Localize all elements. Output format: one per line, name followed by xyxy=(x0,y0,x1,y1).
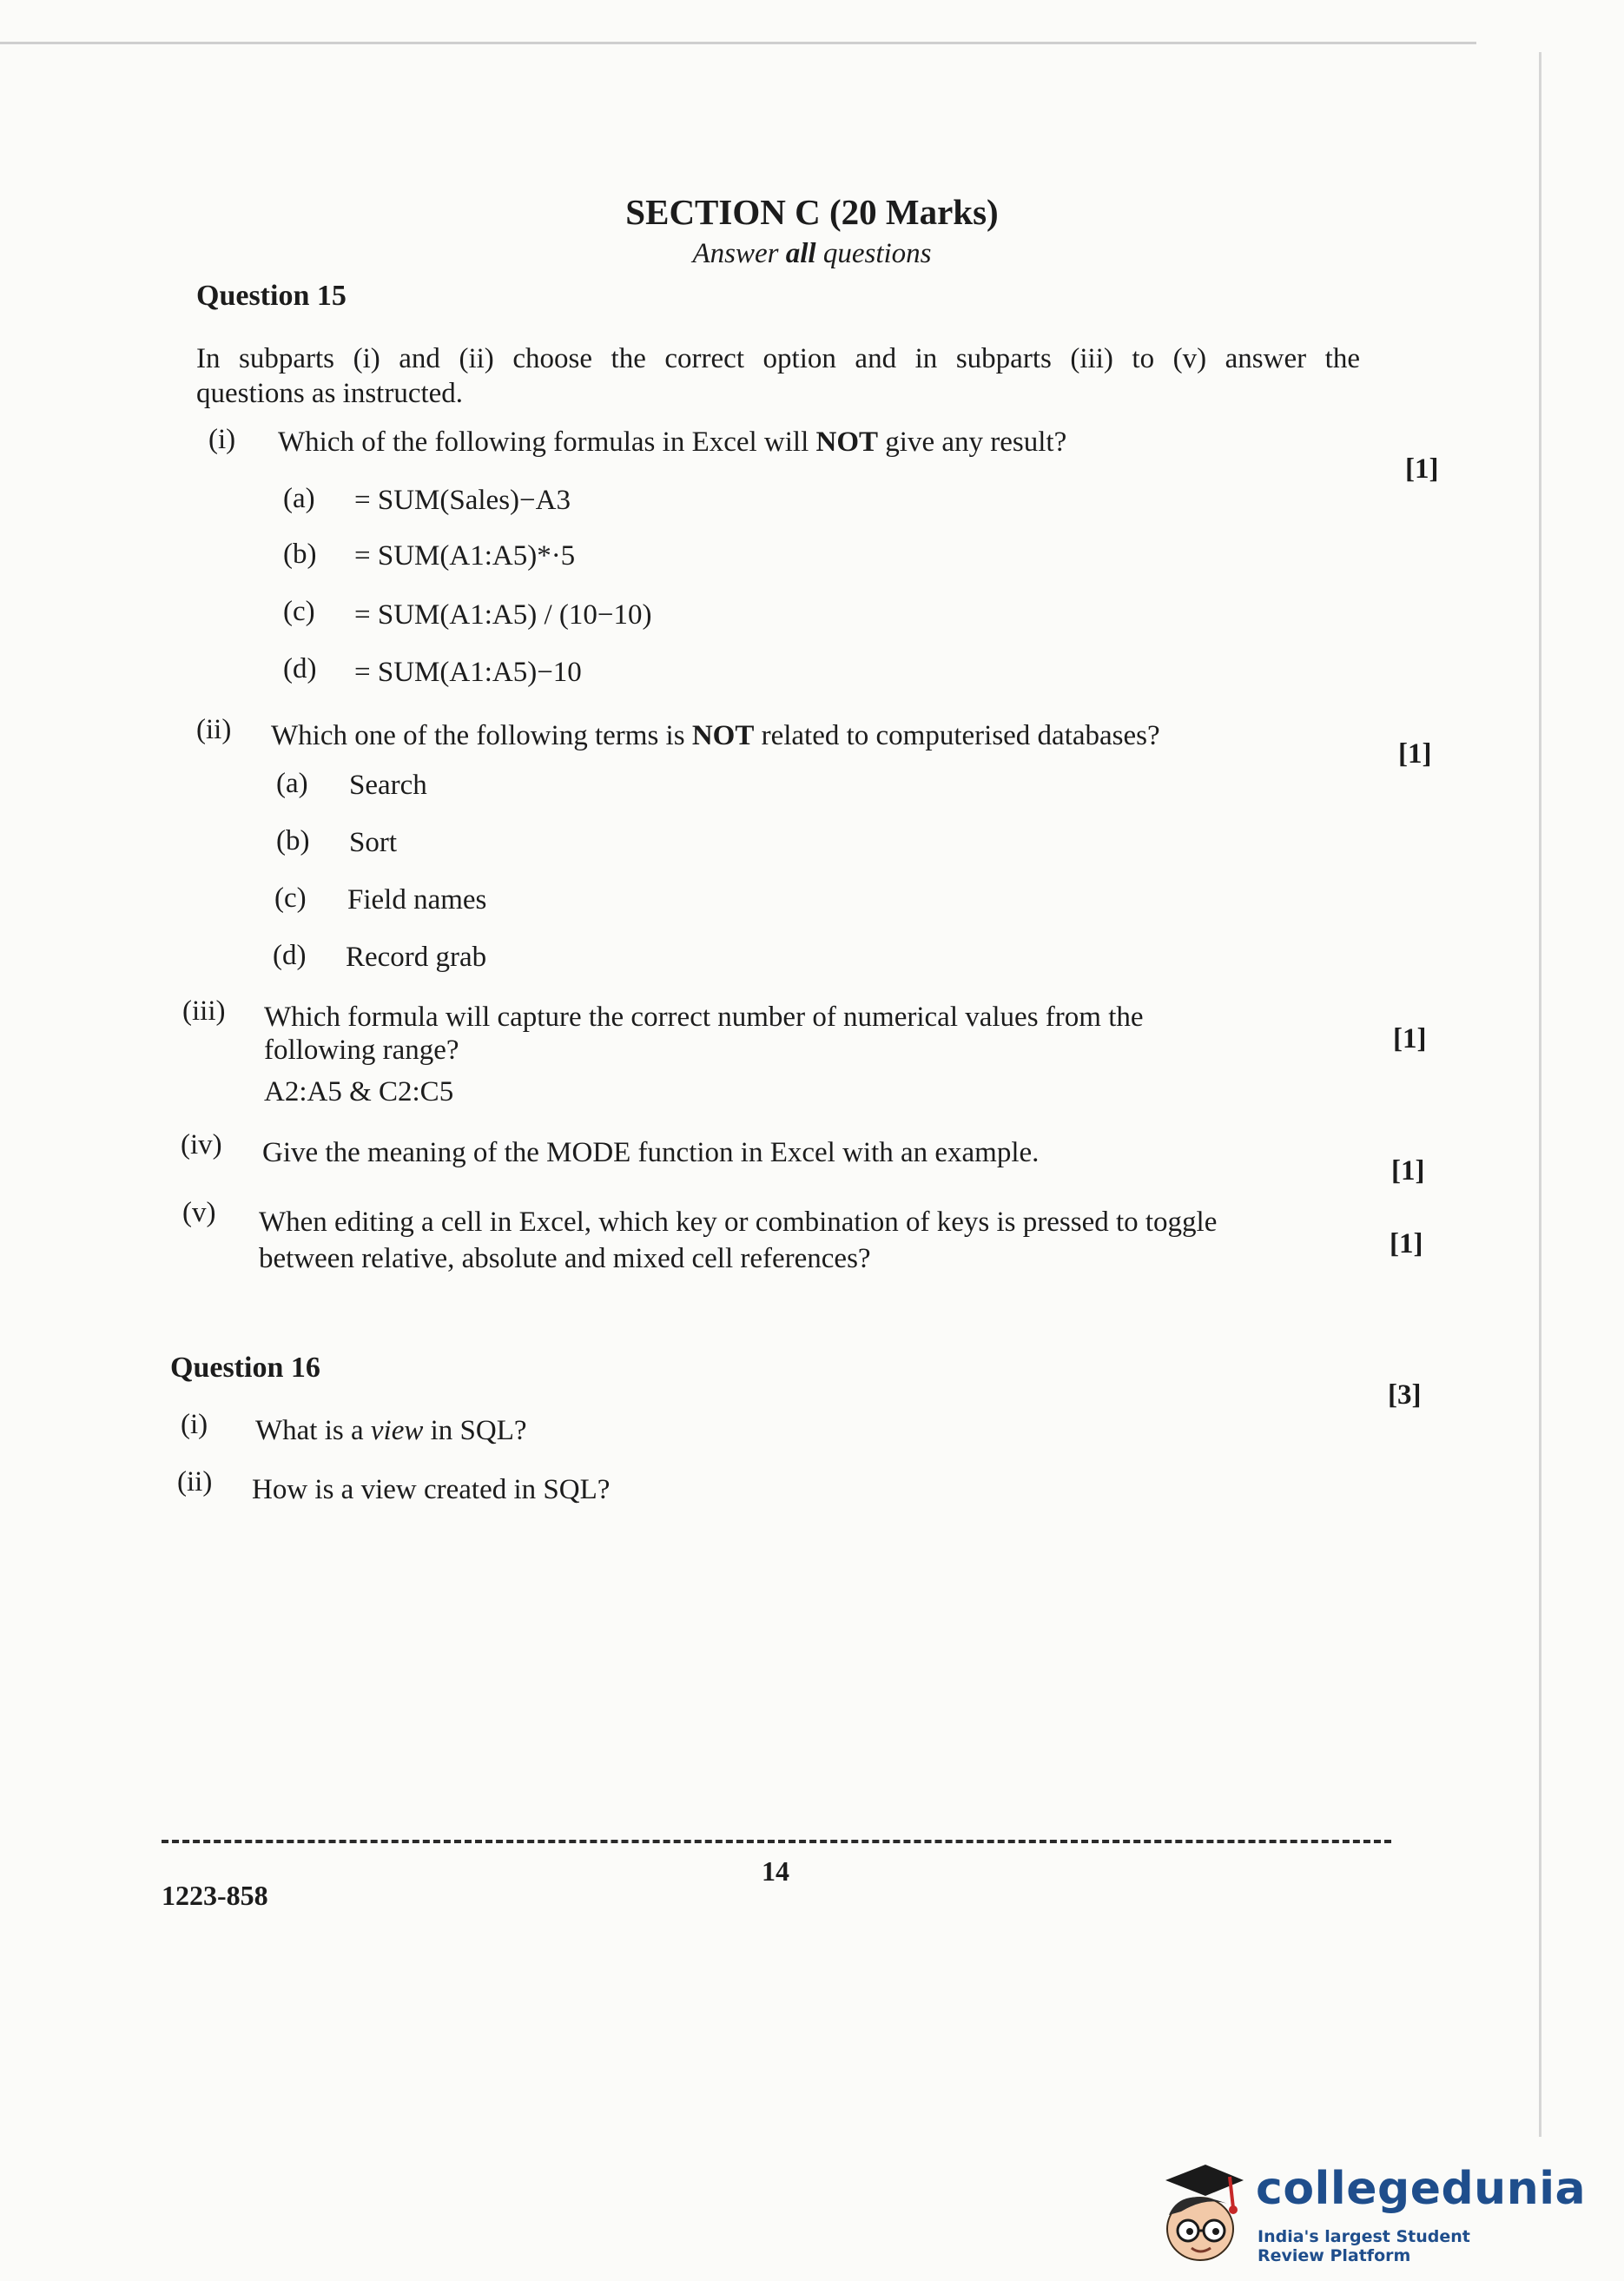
q16-part-ii-question: How is a view created in SQL? xyxy=(252,1474,611,1505)
q15-part-i-question: Which of the following formulas in Excel will NOT give any result? xyxy=(278,426,1067,458)
q15-part-ii-number: (ii) xyxy=(196,714,232,745)
q15-part-i-marks: [1] xyxy=(1405,453,1439,485)
q15-ii-option-b-label: (b) xyxy=(276,825,310,856)
q15-part-iv-question: Give the meaning of the MODE function in Excel with an example. xyxy=(262,1137,1040,1168)
paper-code: 1223-858 xyxy=(162,1880,268,1911)
q15-part-ii-marks: [1] xyxy=(1398,738,1432,770)
q15-ii-option-c-text: Field names xyxy=(347,884,487,916)
question-15-intro-line-1: In subparts (i) and (ii) choose the correct option and in subparts (iii) to (v) answer the xyxy=(196,343,1360,374)
question-16-marks: [3] xyxy=(1388,1379,1422,1411)
q15-i-option-a-text: = SUM(Sales)−A3 xyxy=(354,485,571,516)
q15-ii-option-b-text: Sort xyxy=(349,827,398,858)
page-number: 14 xyxy=(762,1855,789,1887)
q15-part-i-number: (i) xyxy=(208,424,236,455)
q15-i-option-b-text: = SUM(A1:A5)*·5 xyxy=(354,540,576,572)
mascot-icon xyxy=(1146,2154,1251,2267)
q15-part-iii-line-2: following range? xyxy=(264,1035,459,1066)
section-subtitle: Answer all questions xyxy=(692,238,932,269)
q15-i-option-d-text: = SUM(A1:A5)−10 xyxy=(354,657,582,688)
logo-wordmark: collegedunia xyxy=(1256,2163,1587,2215)
q15-i-option-d-label: (d) xyxy=(283,653,317,684)
q16-part-i-number: (i) xyxy=(181,1409,208,1440)
q15-part-iii-range: A2:A5 & C2:C5 xyxy=(264,1076,454,1107)
footer-dashed-rule xyxy=(162,1840,1391,1843)
q15-part-v-marks: [1] xyxy=(1390,1228,1423,1260)
q15-i-option-c-label: (c) xyxy=(283,596,315,627)
question-16-heading: Question 16 xyxy=(170,1352,320,1384)
logo-tagline: India's largest Student Review Platform xyxy=(1258,2227,1470,2265)
q15-i-option-c-text: = SUM(A1:A5) / (10−10) xyxy=(354,599,652,631)
collegedunia-logo xyxy=(1143,2154,1587,2267)
q15-ii-option-d-label: (d) xyxy=(273,940,307,971)
q15-part-v-line-1: When editing a cell in Excel, which key or combination of keys is pressed to toggle xyxy=(259,1207,1218,1238)
q15-ii-option-d-text: Record grab xyxy=(346,942,487,973)
q15-part-iii-line-1: Which formula will capture the correct number of numerical values from the xyxy=(264,1002,1144,1033)
question-15-heading: Question 15 xyxy=(196,280,347,312)
q15-i-option-b-label: (b) xyxy=(283,539,317,570)
q16-part-i-question: What is a view in SQL? xyxy=(255,1415,527,1446)
section-title: SECTION C (20 Marks) xyxy=(625,192,999,232)
q15-part-v-number: (v) xyxy=(182,1197,216,1228)
q15-part-iii-marks: [1] xyxy=(1393,1023,1427,1055)
q15-part-iv-marks: [1] xyxy=(1391,1155,1425,1187)
question-15-intro-line-2: questions as instructed. xyxy=(196,378,464,409)
q15-ii-option-a-label: (a) xyxy=(276,768,308,799)
q16-part-ii-number: (ii) xyxy=(177,1466,213,1498)
q15-ii-option-a-text: Search xyxy=(349,770,427,801)
q15-part-iv-number: (iv) xyxy=(181,1129,222,1160)
q15-part-iii-number: (iii) xyxy=(182,995,226,1027)
q15-part-v-line-2: between relative, absolute and mixed cell references? xyxy=(259,1243,871,1274)
q15-ii-option-c-label: (c) xyxy=(274,883,307,914)
q15-part-ii-question: Which one of the following terms is NOT related to computerised databases? xyxy=(271,720,1160,751)
q15-i-option-a-label: (a) xyxy=(283,483,315,514)
